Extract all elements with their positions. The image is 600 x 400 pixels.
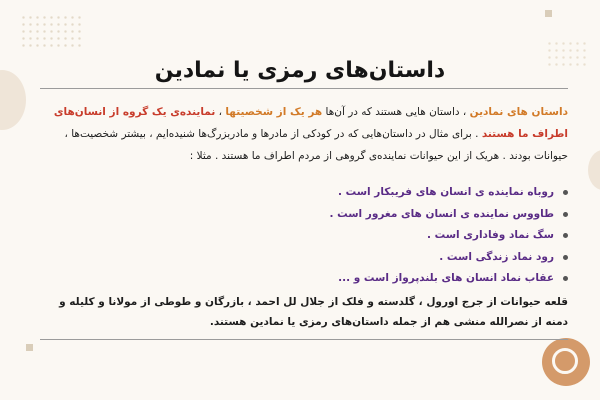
highlight-phrase: هر یک از شخصیتها bbox=[225, 106, 323, 118]
examples-list bbox=[48, 182, 568, 290]
highlight-term: داستان های نمادین bbox=[469, 106, 568, 118]
intro-text: ، bbox=[215, 106, 226, 118]
closing-paragraph: قلعه حیوانات از جرج اورول ، گلدسته و فلک از جلال لل احمد ، بازرگان و طوطی از مولانا و کلیله و دمنه از نصرالله منشی هم از جمله داستان‌های رمزی یا نمادین هستند. bbox=[59, 296, 568, 328]
divider bbox=[40, 339, 568, 340]
list-item: طاووس نماینده ی انسان های مغرور است . bbox=[48, 204, 568, 226]
decorative-blob bbox=[588, 150, 600, 190]
list-item: رود نماد زندگی است . bbox=[48, 247, 568, 269]
highlight-phrase: نماینده‌ی یک گروه از انسان‌های اطراف ما هستند bbox=[53, 106, 568, 140]
intro-text: ، داستان هایی هستند که در آن‌ها bbox=[322, 106, 470, 118]
decorative-ring bbox=[552, 348, 578, 374]
divider bbox=[40, 88, 568, 89]
decorative-square bbox=[545, 10, 552, 17]
decorative-square bbox=[26, 344, 33, 351]
intro-text: . برای مثال در داستان‌هایی که در کودکی از مادرها و مادربزرگ‌ها شنیده‌ایم ، بیشتر شخصیت‌ها ، حیوانات بودند . هریک از این حیوانات نماینده‌ی گروهی از مردم اطراف ما هستند . مثلا : bbox=[64, 128, 568, 162]
slide-title: داستان‌های رمزی یا نمادین bbox=[154, 58, 446, 83]
list-item: سگ نماد وفاداری است . bbox=[48, 225, 568, 247]
list-item: عقاب نماد انسان های بلندپرواز است و ... bbox=[48, 268, 568, 290]
list-item: روباه نماینده ی انسان های فریبکار است . bbox=[48, 182, 568, 204]
decorative-dots bbox=[20, 14, 84, 48]
intro-paragraph bbox=[34, 101, 568, 167]
